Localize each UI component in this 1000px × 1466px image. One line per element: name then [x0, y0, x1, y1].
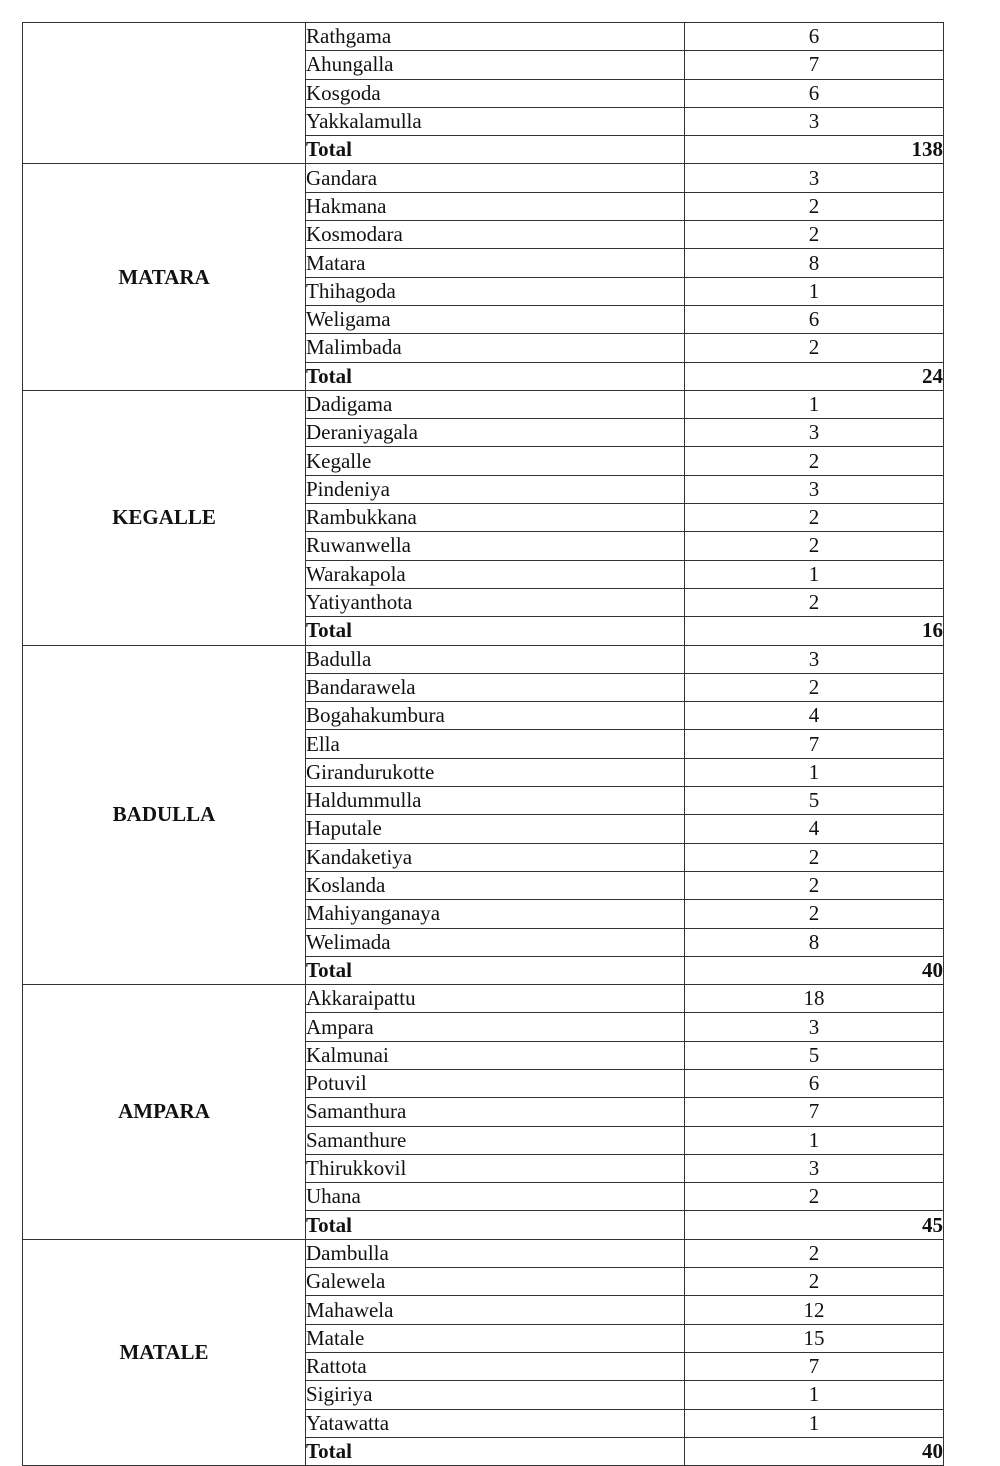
place-count: 2	[685, 504, 944, 532]
place-name: Matale	[306, 1324, 685, 1352]
place-name: Samanthura	[306, 1098, 685, 1126]
place-count: 1	[685, 560, 944, 588]
place-name: Kosmodara	[306, 221, 685, 249]
place-count: 1	[685, 1381, 944, 1409]
place-name: Gandara	[306, 164, 685, 192]
place-name: Ahungalla	[306, 51, 685, 79]
district-name: KEGALLE	[23, 390, 306, 645]
place-count: 1	[685, 758, 944, 786]
place-count: 6	[685, 305, 944, 333]
place-name: Kegalle	[306, 447, 685, 475]
place-name: Weligama	[306, 305, 685, 333]
place-count: 3	[685, 1013, 944, 1041]
place-count: 6	[685, 79, 944, 107]
table-body	[23, 23, 944, 1466]
table-row	[23, 645, 944, 673]
total-value: 16	[685, 617, 944, 645]
place-name: Ruwanwella	[306, 532, 685, 560]
place-count: 2	[685, 334, 944, 362]
place-name: Akkaraipattu	[306, 985, 685, 1013]
place-count: 2	[685, 532, 944, 560]
place-name: Uhana	[306, 1183, 685, 1211]
place-count: 6	[685, 1069, 944, 1097]
total-value: 40	[685, 956, 944, 984]
place-count: 3	[685, 645, 944, 673]
place-name: Ampara	[306, 1013, 685, 1041]
place-name: Pindeniya	[306, 475, 685, 503]
place-name: Rathgama	[306, 23, 685, 51]
place-count: 1	[685, 1126, 944, 1154]
place-name: Koslanda	[306, 871, 685, 899]
place-name: Sigiriya	[306, 1381, 685, 1409]
place-name: Haldummulla	[306, 787, 685, 815]
place-count: 1	[685, 277, 944, 305]
total-label: Total	[306, 362, 685, 390]
place-count: 3	[685, 1154, 944, 1182]
place-count: 3	[685, 475, 944, 503]
place-count: 12	[685, 1296, 944, 1324]
place-count: 7	[685, 730, 944, 758]
place-count: 2	[685, 1183, 944, 1211]
place-name: Hakmana	[306, 192, 685, 220]
place-name: Badulla	[306, 645, 685, 673]
table-row	[23, 985, 944, 1013]
total-value: 24	[685, 362, 944, 390]
place-name: Thihagoda	[306, 277, 685, 305]
place-count: 2	[685, 588, 944, 616]
district-table	[22, 22, 944, 1466]
place-name: Girandurukotte	[306, 758, 685, 786]
place-name: Dambulla	[306, 1239, 685, 1267]
place-count: 7	[685, 51, 944, 79]
place-name: Galewela	[306, 1268, 685, 1296]
place-count: 1	[685, 1409, 944, 1437]
district-name: MATALE	[23, 1239, 306, 1465]
district-name: BADULLA	[23, 645, 306, 985]
table-row	[23, 390, 944, 418]
place-count: 3	[685, 419, 944, 447]
district-name: AMPARA	[23, 985, 306, 1240]
place-name: Matara	[306, 249, 685, 277]
place-name: Kandaketiya	[306, 843, 685, 871]
place-count: 8	[685, 928, 944, 956]
total-label: Total	[306, 1211, 685, 1239]
table-row	[23, 23, 944, 51]
place-name: Bandarawela	[306, 673, 685, 701]
place-count: 18	[685, 985, 944, 1013]
place-count: 2	[685, 900, 944, 928]
place-name: Ella	[306, 730, 685, 758]
total-value: 138	[685, 136, 944, 164]
place-name: Kosgoda	[306, 79, 685, 107]
place-count: 2	[685, 871, 944, 899]
place-count: 2	[685, 1268, 944, 1296]
district-name	[23, 23, 306, 164]
place-count: 2	[685, 843, 944, 871]
place-name: Warakapola	[306, 560, 685, 588]
place-count: 2	[685, 221, 944, 249]
place-name: Yatiyanthota	[306, 588, 685, 616]
place-name: Rambukkana	[306, 504, 685, 532]
place-count: 1	[685, 390, 944, 418]
place-count: 15	[685, 1324, 944, 1352]
place-name: Thirukkovil	[306, 1154, 685, 1182]
total-label: Total	[306, 617, 685, 645]
place-name: Kalmunai	[306, 1041, 685, 1069]
place-name: Mahawela	[306, 1296, 685, 1324]
place-count: 2	[685, 447, 944, 475]
total-label: Total	[306, 136, 685, 164]
place-name: Haputale	[306, 815, 685, 843]
table-row	[23, 164, 944, 192]
place-count: 4	[685, 702, 944, 730]
place-name: Rattota	[306, 1352, 685, 1380]
place-count: 2	[685, 1239, 944, 1267]
place-count: 5	[685, 1041, 944, 1069]
place-name: Bogahakumbura	[306, 702, 685, 730]
place-count: 2	[685, 673, 944, 701]
place-name: Welimada	[306, 928, 685, 956]
place-name: Yakkalamulla	[306, 107, 685, 135]
place-name: Dadigama	[306, 390, 685, 418]
place-count: 3	[685, 164, 944, 192]
place-count: 8	[685, 249, 944, 277]
place-name: Deraniyagala	[306, 419, 685, 447]
place-name: Samanthure	[306, 1126, 685, 1154]
place-name: Malimbada	[306, 334, 685, 362]
total-value: 45	[685, 1211, 944, 1239]
place-count: 6	[685, 23, 944, 51]
place-count: 4	[685, 815, 944, 843]
table-row	[23, 1239, 944, 1267]
place-count: 7	[685, 1098, 944, 1126]
place-count: 3	[685, 107, 944, 135]
district-name: MATARA	[23, 164, 306, 390]
place-name: Mahiyanganaya	[306, 900, 685, 928]
place-count: 2	[685, 192, 944, 220]
place-count: 5	[685, 787, 944, 815]
total-value: 40	[685, 1437, 944, 1465]
place-name: Potuvil	[306, 1069, 685, 1097]
total-label: Total	[306, 1437, 685, 1465]
place-count: 7	[685, 1352, 944, 1380]
place-name: Yatawatta	[306, 1409, 685, 1437]
total-label: Total	[306, 956, 685, 984]
